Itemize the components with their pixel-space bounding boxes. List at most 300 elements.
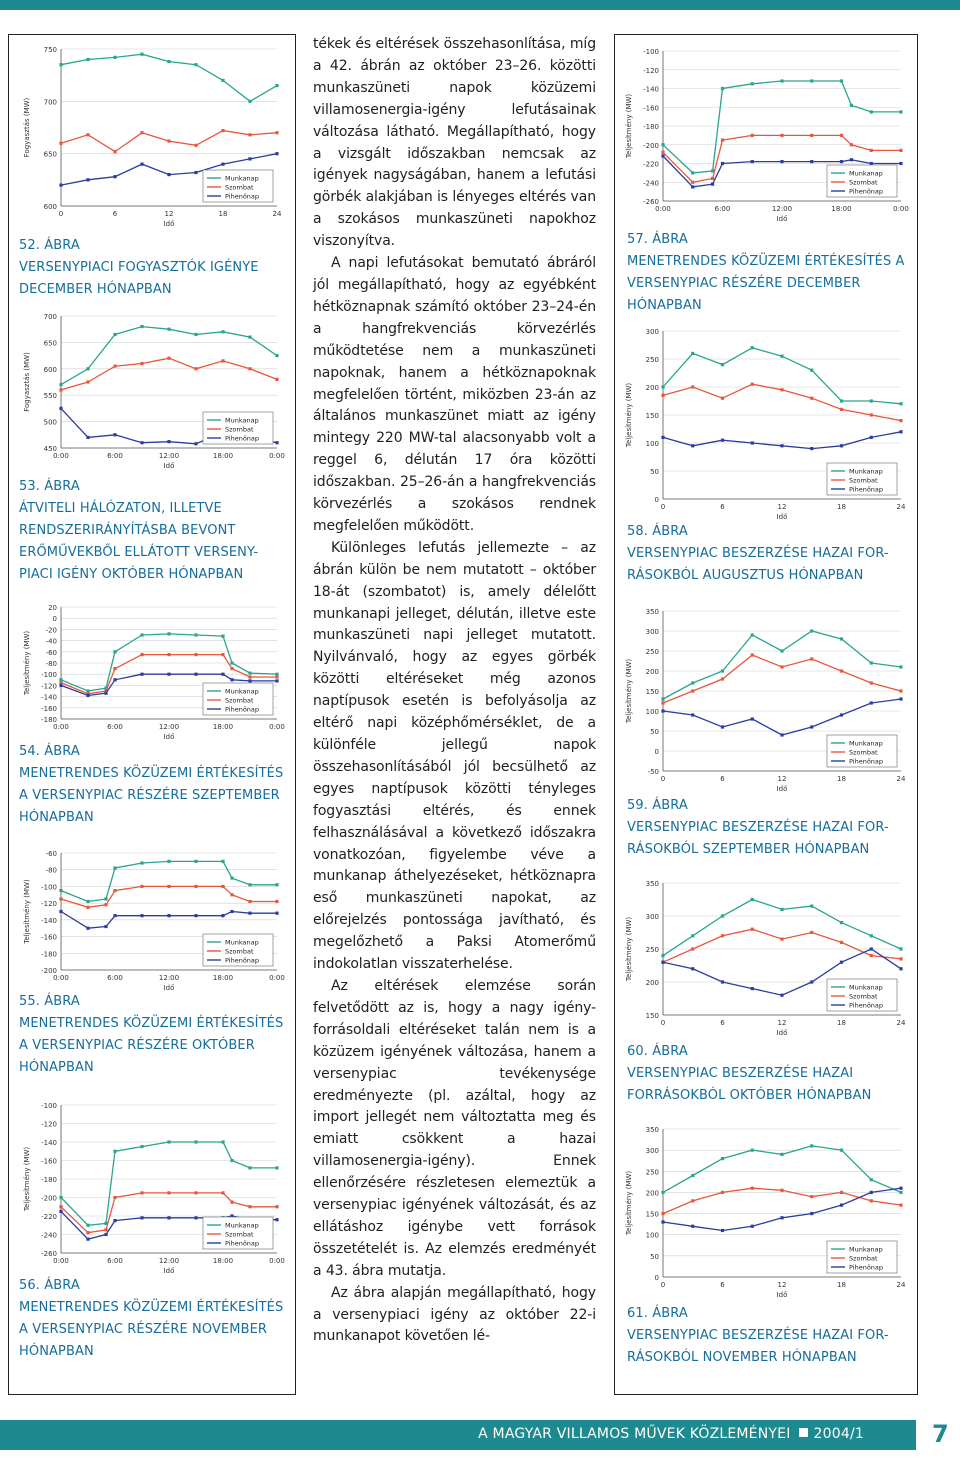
y-axis-label: Teljesítmény (MW) <box>625 916 633 982</box>
data-point <box>248 1166 251 1169</box>
y-tick-label: 750 <box>43 46 57 54</box>
figure-title: MENETRENDES KÖZÜZEMI ÉRTÉKESÍTÉS A VERSENYPIAC RÉSZÉRE NOVEMBER HÓNAPBAN <box>19 1300 284 1359</box>
data-point <box>691 185 694 188</box>
data-point <box>840 921 843 924</box>
data-point <box>691 1225 694 1228</box>
y-tick-label: -100 <box>41 1102 57 1110</box>
data-point <box>751 987 754 990</box>
data-point <box>140 914 143 917</box>
x-tick-label: 12:00 <box>771 205 793 213</box>
y-tick-label: -100 <box>41 671 57 680</box>
data-point <box>230 893 233 896</box>
data-point <box>113 667 116 670</box>
data-point <box>230 667 233 670</box>
data-point <box>59 388 62 391</box>
data-point <box>86 1238 89 1241</box>
y-tick-label: -160 <box>41 1157 57 1166</box>
legend-label: Szombat <box>849 1254 878 1263</box>
data-point <box>86 694 89 697</box>
y-tick-label: 150 <box>645 688 659 696</box>
x-tick-label: 0:00 <box>269 1257 285 1265</box>
x-tick-label: 12 <box>164 210 174 218</box>
data-point <box>221 163 224 166</box>
x-tick-label: 6 <box>720 775 725 783</box>
y-tick-label: -120 <box>41 682 57 691</box>
y-tick-label: 250 <box>645 648 659 656</box>
data-point <box>780 355 783 358</box>
right-figure-column <box>614 34 918 1395</box>
figure-title: VERSENYPIAC BESZERZÉSE HAZAI FOR-RÁSOKBÓL SZEPTEMBER HÓNAPBAN <box>627 820 889 857</box>
data-point <box>780 388 783 391</box>
data-point <box>840 408 843 411</box>
legend-label: Munkanap <box>225 687 259 696</box>
data-point <box>167 328 170 331</box>
chart-61 <box>621 1123 909 1299</box>
data-point <box>194 144 197 147</box>
y-tick-label: 200 <box>645 384 659 392</box>
data-point <box>840 1149 843 1152</box>
x-axis-label: Idő <box>163 733 175 741</box>
y-tick-label: -220 <box>41 1213 57 1221</box>
data-point <box>661 954 664 957</box>
y-tick-label: -160 <box>41 704 57 713</box>
x-tick-label: 0 <box>660 1019 666 1027</box>
page-footer <box>0 1410 960 1457</box>
x-tick-label: 12:00 <box>158 1257 180 1265</box>
data-point <box>59 684 62 687</box>
data-point <box>275 883 278 886</box>
data-point <box>721 980 724 983</box>
data-point <box>721 669 724 672</box>
data-point <box>780 994 783 997</box>
y-tick-label: 100 <box>645 708 659 716</box>
figure-title: MENETRENDES KÖZÜZEMI ÉRTÉKESÍTÉS A VERSENYPIAC RÉSZÉRE SZEPTEMBER HÓNAPBAN <box>19 766 284 825</box>
y-tick-label: 200 <box>645 1189 659 1198</box>
x-tick-label: 18 <box>837 1019 846 1027</box>
data-point <box>780 134 783 137</box>
x-tick-label: 6 <box>720 1019 725 1027</box>
data-point <box>221 673 224 676</box>
y-tick-label: -120 <box>41 900 57 909</box>
data-point <box>840 961 843 964</box>
figure-number: 60. ÁBRA <box>627 1044 688 1059</box>
x-tick-label: 12:00 <box>158 974 180 982</box>
data-point <box>86 380 89 383</box>
x-tick-label: 24 <box>896 775 906 783</box>
data-point <box>691 967 694 970</box>
y-axis-label: Teljesítmény (MW) <box>625 1170 633 1236</box>
data-point <box>194 367 197 370</box>
data-point <box>899 957 902 960</box>
data-point <box>248 1205 251 1208</box>
paragraph-3: Különleges lefutás jellemezte – az ábrán külön be nem mutatott – október 18-át (szombatot) is, amely délelőtt munkanapi jelleget, délután, illetve este munkaszüneti napi jelleget mutatott. Nyilvánvaló, hogy az egyes görbék közötti eltéréseket még azonos naptípusok esetén is befolyásolja az eltérő napi középhőmérséklet, de a különféle jellegű napok összehasonlításából jól becsülhető az egyes naptípusok közötti tényleges fogyasztási eltérés, és ennek felhasználásával a következő időszakra vonatkozóan, figyelembe véve a munkanap áthelyezéseket, hétköznapra eső munkaszüneti napokat, az előrejelzés pontossága javítható, és megelőzhető a Paksi Atomerőmű indokolatlan visszaterhelése. <box>313 539 596 973</box>
y-tick-label: 100 <box>645 1231 659 1240</box>
data-point <box>850 143 853 146</box>
series-line <box>663 699 901 735</box>
data-point <box>870 947 873 950</box>
x-tick-label: 6:00 <box>107 974 123 982</box>
data-point <box>870 162 873 165</box>
chart-57 <box>621 45 909 223</box>
data-point <box>59 681 62 684</box>
chart-53 <box>19 310 285 470</box>
y-tick-label: 350 <box>645 608 659 616</box>
y-tick-label: -180 <box>41 1176 57 1184</box>
legend-label: Szombat <box>225 425 254 434</box>
chart-60 <box>621 877 909 1037</box>
data-point <box>691 681 694 684</box>
data-point <box>194 171 197 174</box>
data-point <box>691 713 694 716</box>
data-point <box>167 1216 170 1219</box>
data-point <box>721 138 724 141</box>
paragraph-1: tékek és eltérések összehasonlítása, míg a 42. ábrán az október 23–26. közötti munkaszüneti napok közüzemi villamosenergia-igény lefutásainak változása látható. Megállapítható, hogy a vizsgált időszakban nemcsak az igények nagyságában, hanem a lefutási görbék alakjában is lényeges eltérés van a szokásos munkaszüneti napokhoz viszonyítva. <box>313 36 596 250</box>
data-point <box>751 383 754 386</box>
figure-caption <box>627 795 917 861</box>
data-point <box>780 938 783 941</box>
x-tick-label: 0:00 <box>893 205 909 213</box>
data-point <box>780 160 783 163</box>
data-point <box>140 653 143 656</box>
y-tick-label: -120 <box>41 1120 57 1129</box>
data-point <box>221 914 224 917</box>
chart-55 <box>19 847 285 992</box>
chart-54 <box>19 601 285 741</box>
y-axis-label: Teljesítmény (MW) <box>625 93 633 159</box>
data-point <box>661 151 664 154</box>
data-point <box>850 104 853 107</box>
x-tick-label: 0:00 <box>53 723 69 731</box>
x-tick-label: 18 <box>837 775 846 783</box>
x-axis-label: Idő <box>776 1029 788 1037</box>
x-axis-label: Idő <box>163 462 175 470</box>
chart-56 <box>19 1099 285 1275</box>
data-point <box>248 133 251 136</box>
left-figure-column <box>8 34 296 1395</box>
y-tick-label: 100 <box>645 440 659 448</box>
figure-number: 57. ÁBRA <box>627 232 688 247</box>
y-tick-label: -180 <box>41 950 57 959</box>
data-point <box>113 1219 116 1222</box>
y-tick-label: 0 <box>52 615 57 624</box>
x-axis-label: Idő <box>163 984 175 992</box>
series-line <box>61 886 277 907</box>
data-point <box>113 56 116 59</box>
data-point <box>275 441 278 444</box>
y-tick-label: -60 <box>45 850 57 858</box>
data-point <box>113 1196 116 1199</box>
data-point <box>780 665 783 668</box>
data-point <box>194 1191 197 1194</box>
data-point <box>248 675 251 678</box>
legend-label: Munkanap <box>225 1221 259 1230</box>
data-point <box>275 354 278 357</box>
y-tick-label: -40 <box>45 637 57 646</box>
legend-label: Szombat <box>225 183 254 192</box>
legend-label: Szombat <box>225 947 254 956</box>
data-point <box>899 162 902 165</box>
legend-label: Pihenőnap <box>225 1239 260 1248</box>
data-point <box>780 444 783 447</box>
data-point <box>840 444 843 447</box>
footer-journal <box>478 1426 864 1442</box>
y-tick-label: -220 <box>643 160 659 169</box>
legend-label: Pihenőnap <box>225 434 260 443</box>
y-tick-label: 150 <box>645 1012 659 1020</box>
data-point <box>661 697 664 700</box>
data-point <box>113 333 116 336</box>
data-point <box>711 177 714 180</box>
data-point <box>840 1191 843 1194</box>
data-point <box>870 934 873 937</box>
data-point <box>104 1233 107 1236</box>
data-point <box>275 84 278 87</box>
data-point <box>721 677 724 680</box>
data-point <box>810 980 813 983</box>
data-point <box>140 163 143 166</box>
figure-caption <box>627 229 917 317</box>
y-tick-label: -50 <box>647 768 659 776</box>
series-line <box>663 655 901 703</box>
x-tick-label: 0 <box>660 775 666 783</box>
series-line <box>61 1142 277 1225</box>
data-point <box>810 447 813 450</box>
data-point <box>248 157 251 160</box>
y-tick-label: 0 <box>654 1274 659 1282</box>
data-point <box>104 925 107 928</box>
data-point <box>870 1178 873 1181</box>
data-point <box>167 885 170 888</box>
data-point <box>275 673 278 676</box>
data-point <box>810 905 813 908</box>
x-tick-label: 0 <box>660 1281 666 1289</box>
data-point <box>86 58 89 61</box>
data-point <box>167 440 170 443</box>
data-point <box>721 1229 724 1232</box>
data-point <box>167 860 170 863</box>
data-point <box>140 131 143 134</box>
x-tick-label: 18:00 <box>212 1257 234 1265</box>
data-point <box>870 436 873 439</box>
y-tick-label: 0 <box>654 748 659 756</box>
data-point <box>167 173 170 176</box>
data-point <box>899 697 902 700</box>
data-point <box>194 885 197 888</box>
legend-label: Pihenőnap <box>849 1263 884 1272</box>
data-point <box>751 160 754 163</box>
data-point <box>221 359 224 362</box>
y-tick-label: 200 <box>645 668 659 676</box>
y-tick-label: 550 <box>43 392 57 401</box>
data-point <box>899 430 902 433</box>
y-axis-label: Fogyasztás (MW) <box>23 97 31 158</box>
series-line <box>663 81 901 173</box>
y-tick-label: -100 <box>643 48 659 56</box>
x-tick-label: 6:00 <box>714 205 731 213</box>
legend-label: Pihenőnap <box>849 187 884 196</box>
article-text-column <box>313 34 596 1395</box>
data-point <box>275 900 278 903</box>
data-point <box>221 860 224 863</box>
data-point <box>230 1159 233 1162</box>
data-point <box>751 1225 754 1228</box>
data-point <box>275 378 278 381</box>
data-point <box>899 967 902 970</box>
data-point <box>59 1205 62 1208</box>
data-point <box>751 441 754 444</box>
data-point <box>59 1210 62 1213</box>
data-point <box>721 363 724 366</box>
y-tick-label: -240 <box>41 1231 57 1240</box>
series-line <box>663 929 901 962</box>
data-point <box>248 100 251 103</box>
x-tick-label: 18 <box>837 1281 846 1289</box>
x-tick-label: 24 <box>896 1019 906 1027</box>
data-point <box>691 385 694 388</box>
legend-label: Szombat <box>849 992 878 1001</box>
figure-caption <box>19 991 291 1079</box>
page-number: 7 <box>932 1420 949 1448</box>
data-point <box>870 413 873 416</box>
legend-label: Munkanap <box>849 983 883 992</box>
x-tick-label: 12 <box>777 1019 787 1027</box>
legend-label: Pihenőnap <box>849 757 884 766</box>
data-point <box>810 134 813 137</box>
y-tick-label: -140 <box>41 1139 57 1147</box>
x-tick-label: 0:00 <box>269 723 285 731</box>
data-point <box>810 931 813 934</box>
y-tick-label: -140 <box>41 916 57 925</box>
data-point <box>840 1204 843 1207</box>
data-point <box>780 1216 783 1219</box>
data-point <box>870 954 873 957</box>
data-point <box>230 661 233 664</box>
data-point <box>167 357 170 360</box>
data-point <box>140 362 143 365</box>
y-tick-label: 150 <box>645 412 659 420</box>
data-point <box>870 149 873 152</box>
data-point <box>810 1144 813 1147</box>
data-point <box>721 162 724 165</box>
data-point <box>691 947 694 950</box>
figure-title: VERSENYPIAC BESZERZÉSE HAZAI FOR-RÁSOKBÓL AUGUSZTUS HÓNAPBAN <box>627 546 889 583</box>
legend-label: Szombat <box>225 1230 254 1239</box>
data-point <box>140 673 143 676</box>
data-point <box>167 673 170 676</box>
series-line <box>61 861 277 901</box>
data-point <box>248 679 251 682</box>
y-axis-label: Teljesítmény (MW) <box>23 1146 31 1212</box>
x-axis-label: Idő <box>776 513 788 521</box>
data-point <box>113 914 116 917</box>
data-point <box>751 633 754 636</box>
data-point <box>248 883 251 886</box>
data-point <box>691 934 694 937</box>
data-point <box>140 1191 143 1194</box>
data-point <box>899 1187 902 1190</box>
x-tick-label: 6 <box>112 210 118 218</box>
data-point <box>59 407 62 410</box>
data-point <box>850 158 853 161</box>
data-point <box>86 367 89 370</box>
y-tick-label: -60 <box>45 648 57 657</box>
x-tick-label: 6 <box>720 1281 725 1289</box>
data-point <box>751 653 754 656</box>
data-point <box>899 419 902 422</box>
data-point <box>140 885 143 888</box>
data-point <box>751 134 754 137</box>
paragraph-4: Az eltérések elemzése során felvetődött az is, hogy a nagy igény-forrásoldali eltéréseket talán nem is a közüzem igényének változása, hanem a versenypiac tevékenysége eredményezte (pl. azáltal, hogy az import jellegét nem változtatta meg és emiatt csökkent a hazai villamosenergia-igény). Ennek ellenőrzésére részletesen elemeztük a versenypiac igényének változását, és az ellátáshoz igénybe vett források összetételét is. Az elemzés eredményét a 43. ábra mutatja. <box>313 977 596 1279</box>
y-axis-label: Fogyasztás (MW) <box>23 352 31 412</box>
y-tick-label: 600 <box>43 203 57 211</box>
y-tick-label: -240 <box>643 179 659 188</box>
data-point <box>751 1149 754 1152</box>
data-point <box>721 725 724 728</box>
y-tick-label: -20 <box>45 626 57 635</box>
data-point <box>86 927 89 930</box>
data-point <box>221 129 224 132</box>
data-point <box>840 399 843 402</box>
data-point <box>275 912 278 915</box>
y-tick-label: -80 <box>45 866 57 875</box>
data-point <box>113 866 116 869</box>
data-point <box>86 1231 89 1234</box>
data-point <box>870 1199 873 1202</box>
data-point <box>59 1196 62 1199</box>
data-point <box>780 733 783 736</box>
x-tick-label: 0:00 <box>269 974 285 982</box>
data-point <box>840 79 843 82</box>
y-tick-label: 500 <box>43 418 57 427</box>
data-point <box>870 681 873 684</box>
x-tick-label: 18:00 <box>212 723 234 731</box>
data-point <box>275 152 278 155</box>
x-axis-label: Idő <box>163 1267 175 1275</box>
legend-label: Pihenőnap <box>225 956 260 965</box>
data-point <box>661 709 664 712</box>
data-point <box>840 941 843 944</box>
x-axis-label: Idő <box>776 1291 788 1299</box>
data-point <box>870 661 873 664</box>
figure-caption <box>627 521 917 587</box>
data-point <box>59 183 62 186</box>
data-point <box>661 385 664 388</box>
data-point <box>711 183 714 186</box>
data-point <box>870 399 873 402</box>
data-point <box>721 914 724 917</box>
y-tick-label: -260 <box>41 1250 57 1258</box>
data-point <box>140 1145 143 1148</box>
data-point <box>59 910 62 913</box>
data-point <box>721 87 724 90</box>
y-tick-label: 350 <box>645 880 659 888</box>
series-line <box>61 327 277 385</box>
data-point <box>86 906 89 909</box>
data-point <box>167 914 170 917</box>
x-tick-label: 12:00 <box>158 723 180 731</box>
x-tick-label: 18:00 <box>212 452 234 460</box>
data-point <box>86 689 89 692</box>
legend-label: Szombat <box>849 476 878 485</box>
figure-title: VERSENYPIAC BESZERZÉSE HAZAI FOR-RÁSOKBÓL NOVEMBER HÓNAPBAN <box>627 1328 889 1365</box>
y-tick-label: -140 <box>643 85 659 94</box>
data-point <box>59 63 62 66</box>
data-point <box>167 632 170 635</box>
data-point <box>167 1140 170 1143</box>
data-point <box>751 82 754 85</box>
data-point <box>275 1218 278 1221</box>
y-tick-label: -100 <box>41 883 57 892</box>
